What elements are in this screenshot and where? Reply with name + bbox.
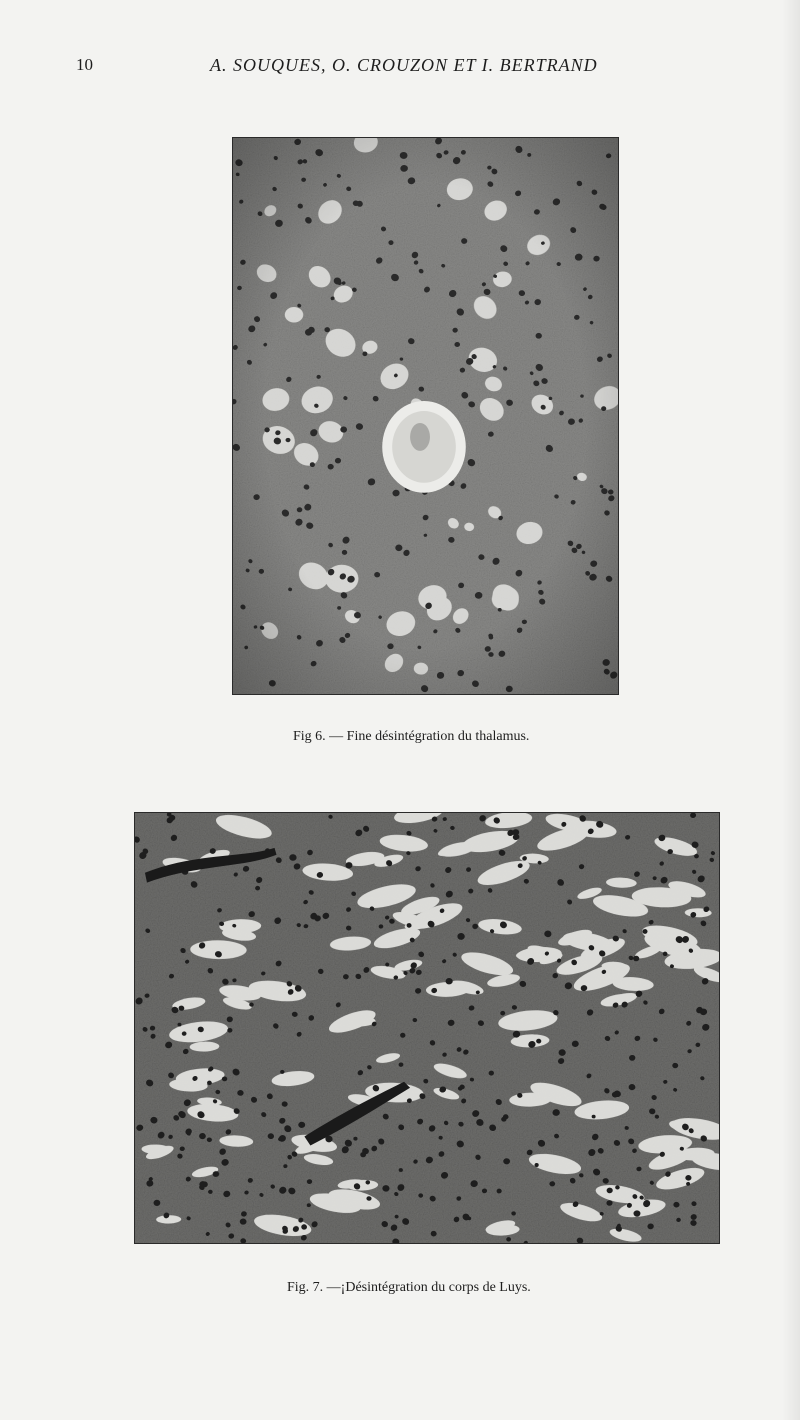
figure-6-caption: Fig 6. — Fine désintégration du thalamus. — [293, 729, 530, 744]
figure-6-image — [233, 138, 618, 694]
running-head: A. SOUQUES, O. CROUZON ET I. BERTRAND — [210, 55, 598, 75]
page-edge-shadow — [782, 0, 800, 1420]
figure-7-image — [135, 813, 719, 1243]
figure-7-caption: Fig. 7. —¡Désintégration du corps de Luys. — [287, 1280, 531, 1295]
page-number: 10 — [76, 55, 93, 74]
figure-6-micrograph — [232, 137, 619, 695]
figure-7-micrograph — [134, 812, 720, 1244]
